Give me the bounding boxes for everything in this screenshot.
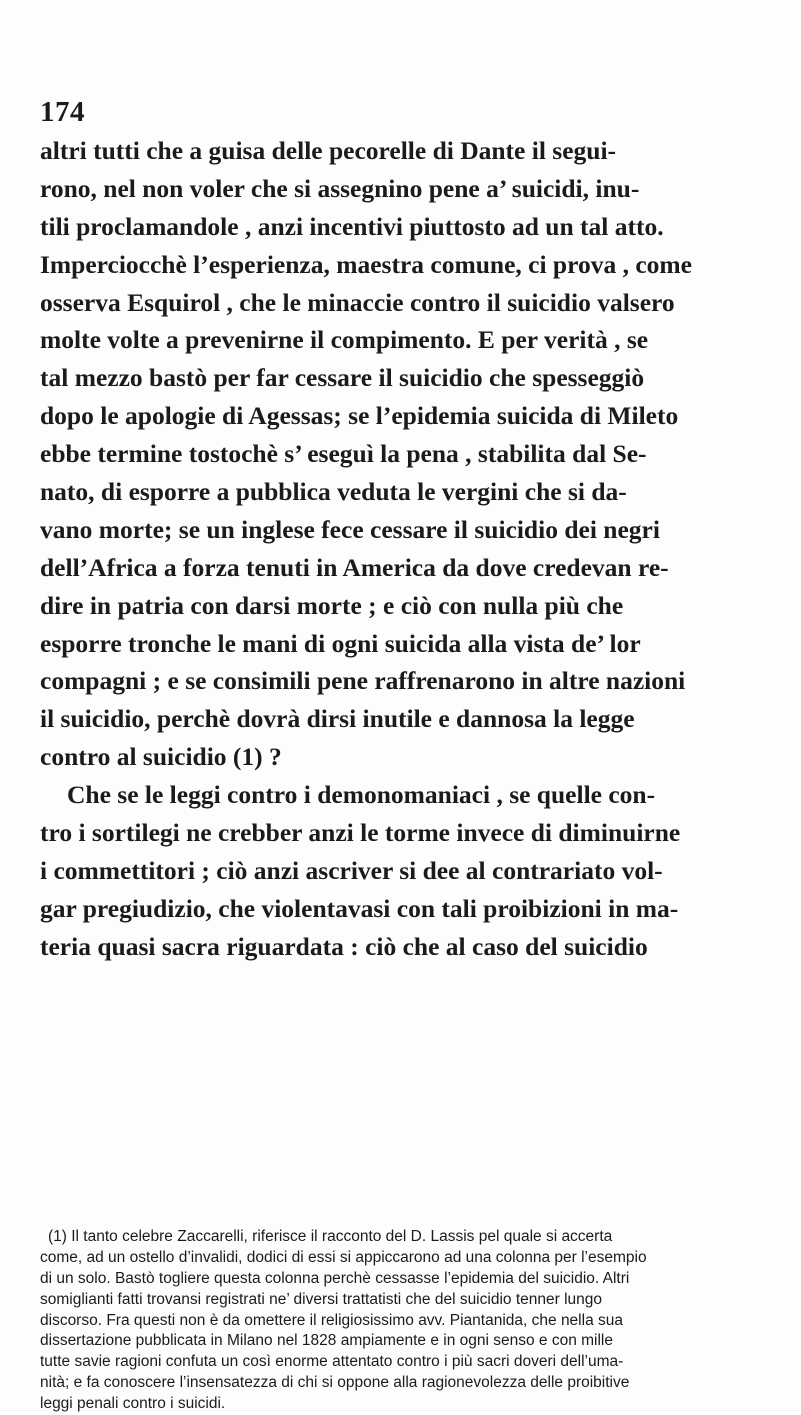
page-number: 174 <box>40 96 85 128</box>
text-line: rono, nel non voler che si assegnino pene a’ suicidi, inu- <box>40 173 640 203</box>
text-line: il suicidio, perchè dovrà dirsi inutile e dannosa la legge <box>40 704 635 734</box>
text-line: compagni ; e se consimili pene raffrenarono in altre nazioni <box>40 666 686 696</box>
footnote-line: discorso. Fra questi non è da omettere il religiosissimo avv. Piantanida, che nella sua <box>40 1311 623 1329</box>
text-line: i commettitori ; ciò anzi ascriver si dee al contrariato vol- <box>40 855 663 885</box>
text-line: nato, di esporre a pubblica veduta le vergini che si da- <box>40 477 627 507</box>
text-line: contro al suicidio (1) ? <box>40 742 282 772</box>
text-line: osserva Esquirol , che le minaccie contro il suicidio valsero <box>40 287 675 317</box>
paragraph-start-line: Che se le leggi contro i demonomaniaci , se quelle con- <box>67 780 656 810</box>
text-line: vano morte; se un inglese fece cessare il suicidio dei negri <box>40 514 660 544</box>
text-line: ebbe termine tostochè s’ eseguì la pena , stabilita dal Se- <box>40 439 647 469</box>
footnote-line: somiglianti fatti trovansi registrati ne’ diversi trattatisti che del suicidio tenner lungo <box>40 1290 602 1308</box>
footnote-line: leggi penali contro i suicidi. <box>40 1395 226 1413</box>
footnote-line: dissertazione pubblicata in Milano nel 1828 ampiamente e in ogni senso e con mille <box>40 1332 613 1350</box>
text-line: tili proclamandole , anzi incentivi piuttosto ad un tal atto. <box>40 211 664 241</box>
text-line: molte volte a prevenirne il compimento. E per verità , se <box>40 325 649 355</box>
text-line: gar pregiudizio, che violentavasi con tali proibizioni in ma- <box>40 893 679 923</box>
footnote-line: nità; e fa conoscere l’insensatezza di chi si oppone alla ragionevolezza delle proibitive <box>40 1374 630 1392</box>
footnote-line: (1) Il tanto celebre Zaccarelli, riferisce il racconto del D. Lassis pel quale si accerta <box>48 1228 613 1245</box>
text-line: esporre tronche le mani di ogni suicida alla vista de’ lor <box>40 628 641 658</box>
footnote-line: come, ad un ostello d’invalidi, dodici di essi si appiccarono ad una colonna per l’esempio <box>40 1248 647 1266</box>
text-line: tro i sortilegi ne crebber anzi le torme invece di diminuirne <box>40 818 681 848</box>
text-line: teria quasi sacra riguardata : ciò che al caso del suicidio <box>40 931 648 961</box>
text-line: dire in patria con darsi morte ; e ciò con nulla più che <box>40 590 624 620</box>
text-line: dell’Africa a forza tenuti in America da dove credevan re- <box>40 552 669 582</box>
text-line: altri tutti che a guisa delle pecorelle di Dante il segui- <box>40 136 617 165</box>
text-line: tal mezzo bastò per far cessare il suicidio che spesseggiò <box>40 363 645 393</box>
footnote-line: di un solo. Bastò togliere questa colonna perchè cessasse l’epidemia del suicidio. Altri <box>40 1269 630 1287</box>
main-text <box>40 132 760 966</box>
text-line: dopo le apologie di Agessas; se l’epidemia suicida di Mileto <box>40 401 679 431</box>
text-line: Imperciocchè l’esperienza, maestra comune, ci prova , come <box>40 249 692 279</box>
footnote-line: tutte savie ragioni confuta un così enorme attentato contro i più sacri doveri dell’uma- <box>40 1353 624 1371</box>
footnotes <box>40 1227 768 1415</box>
